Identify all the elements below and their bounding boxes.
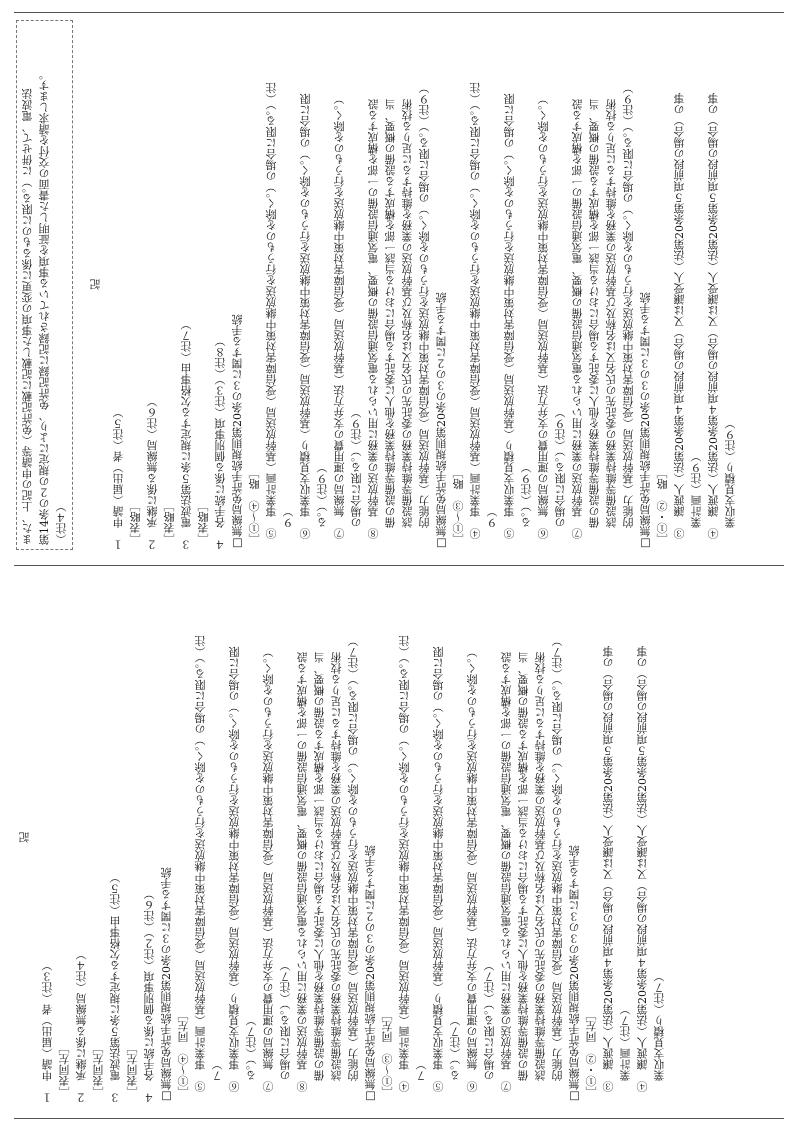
document-line: ⑥ 事業収支見積り（基幹放送局（受信障害対策中継放送を行うものを除く。）の場合に限 (299, 93, 312, 550)
document-line: ［①～③ 同左］ (381, 1009, 394, 1103)
document-line: ⑥ 事業収支見積り（基幹放送局（受信障害対策中継放送を行うものを除く。）の場合に限 (228, 646, 241, 1103)
document-line: ⑥ 無線局の運用費の支弁方法（基幹放送局（受信障害対策中継放送を行うものを除く。） (537, 93, 550, 550)
current-text-column (16, 573, 668, 1103)
document-line: 該設備等維持業務の委託先の氏名又は名称及び基幹放送の業務を維持するに足りる技術 (534, 652, 547, 1103)
document-line: ４ 各手続に係る個別事項（注３）（注８） (214, 335, 227, 550)
document-line: ［表略］ (163, 500, 176, 550)
revised-text-column (16, 20, 739, 550)
document-line: ⑦ 無線局の運用費の支弁方法（基幹放送局（受信障害対策中継放送を行うものを除く。） (262, 646, 275, 1103)
document-line: ⑦ 基幹放送の業務に用いられる電気通信設備の概要、電気通信設備の一部を構成する設 (571, 99, 584, 550)
preface-line: 第14条の２の規定により、免許記録に記録されている事項を証明した書面の交付を請求します。 (38, 69, 51, 545)
document-line: 該設備等維持業務の委託先の氏名又は名称及び基幹放送の業務を維持するに足りる技術 (330, 652, 343, 1103)
document-line: ［表同左］ (58, 1042, 71, 1103)
document-line: る。）（注７） (245, 1015, 258, 1103)
document-line: □無線局免許手続規則第20条の３に関する手続 (231, 314, 244, 550)
document-line: ［表略］ (129, 500, 142, 550)
document-line: の場合に限る。）（注７） (279, 960, 292, 1103)
document-line: ９） (486, 506, 499, 550)
document-line: 業計画（注７） (619, 1004, 632, 1103)
top-rule (14, 12, 784, 13)
document-line: ７） (415, 1059, 428, 1103)
document-line: ３ 電波法第５条に規定する欠格事由（注７） (180, 319, 193, 550)
document-line: 備の設備等維持業務を他人に委託する場合における当該一部を構成する設備の概要、当 (588, 99, 601, 550)
document-line: る。）（注９） (316, 462, 329, 550)
document-line: の場合に限る。）（注７） (483, 960, 496, 1103)
document-line: ④ 事業計画（基幹放送局（受信障害対策中継放送を行うものを除く。）の場合に限る。）（注 (469, 82, 482, 550)
document-line: ⑤ 事業収支見積り（基幹放送局（受信障害対策中継放送を行うものを除く。）の場合に限 (432, 646, 445, 1103)
document-line: 該設備等維持業務の委託先の氏名又は名称及び基幹放送の業務を維持するに足りる技術 (605, 99, 618, 550)
document-line: １ 申請（届出）者（注５） (112, 407, 125, 550)
middle-rule (14, 565, 784, 566)
document-line: ④ 譲渡人（法第20条第４項前段の場合）又は譲受人（法第20条第５項前段の場合）の事 (707, 93, 720, 550)
document-line: ［表同左］ (92, 1042, 105, 1103)
document-line: ［表同左］ (126, 1042, 139, 1103)
document-line: □無線局免許手続規則第20条の３に関する手続 (160, 867, 173, 1103)
document-line: ⑦ 無線局の運用費の支弁方法（基幹放送局（受信障害対策中継放送を行うものを除く。） (333, 93, 346, 550)
ki-heading: 記 (89, 279, 102, 291)
document-line: ⑥ 無線局の運用費の支弁方法（基幹放送局（受信障害対策中継放送を行うものを除く。） (466, 646, 479, 1103)
document-line: ４ 各手続に係る個別事項（注２）（注６） (143, 888, 156, 1103)
document-line: 備の設備等維持業務を他人に委託する場合における当該一部を構成する設備の概要、当 (384, 99, 397, 550)
document-line: 業収支見積り（注９） (724, 418, 737, 550)
document-line: の場合に限る。）（注９） (554, 407, 567, 550)
document-line: ［表略］ (197, 500, 210, 550)
document-line: ［①～③ 略］ (452, 467, 465, 550)
preface-box (16, 20, 73, 550)
document-line: ⑧ 基幹放送の業務に用いられる電気通信設備の概要、電気通信設備の一部を構成する設 (367, 99, 380, 550)
ki-heading: 記 (18, 832, 31, 844)
document-line: ［①～④ 同左］ (177, 1009, 190, 1103)
document-line: ⑦ 基幹放送の業務に用いられる電気通信設備の概要、電気通信設備の一部を構成する設 (500, 652, 513, 1103)
revised-text-pane (16, 20, 782, 558)
document-line: □無線局免許手続規則第20条の３の３に関する手続 (639, 292, 652, 550)
document-line: □無線局免許手続規則第20条の３の３に関する手続 (568, 845, 581, 1103)
document-line: る。）（注７） (449, 1015, 462, 1103)
document-line: ④ 譲渡人（法第20条第４項前段の場合）又は譲受人（法第20条第５項前段の場合）の事 (636, 646, 649, 1103)
bottom-rule (14, 1118, 784, 1119)
document-line: □無線局免許手続規則第20条の３の２に関する手続 (435, 292, 448, 550)
document-line: ⑧ 基幹放送の業務に用いられる電気通信設備の概要、電気通信設備の一部を構成する設 (296, 652, 309, 1103)
document-line: 備の設備等維持業務を他人に委託する場合における当該一部を構成する設備の概要、当 (517, 652, 530, 1103)
document-line: 的能力（基幹放送局（受信障害対策中継放送を行うものを除く。）の場合に限る。）（注９） (622, 82, 635, 550)
document-line: 的能力（基幹放送局（受信障害対策中継放送を行うものを除く。）の場合に限る。）（注９） (418, 82, 431, 550)
document-line: ⑤ 事業収支見積り（基幹放送局（受信障害対策中継放送を行うものを除く。）の場合に限 (503, 93, 516, 550)
document-line: ２ 承継に係る無線局（注４） (75, 949, 88, 1103)
document-line: □無線局免許手続規則第20条の３の２に関する手続 (364, 845, 377, 1103)
document-line: ③ 譲渡人（法第20条第４項前段の場合）又は譲受人（法第20条第５項前段の場合）の事 (673, 93, 686, 550)
preface-line: また、上記の申請等（免許記載に記載した事項の変更に係るものに限る。）に併せて、電波法 (21, 88, 34, 545)
document-line: 的能力（基幹放送局（受信障害対策中継放送を行うものを除く。）の場合に限る。）（注７） (347, 635, 360, 1103)
document-line: 備の設備等維持業務を他人に委託する場合における当該一部を構成する設備の概要、当 (313, 652, 326, 1103)
document-line: ３ 電波法第５条に規定する欠格事由（注５） (109, 872, 122, 1103)
document-line: 該設備等維持業務の委託先の氏名又は名称及び基幹放送の業務を維持するに足りる技術 (401, 99, 414, 550)
document-line: ２ 承継に係る無線局（注６） (146, 396, 159, 550)
current-text-pane (16, 573, 782, 1111)
document-line: 的能力（基幹放送局（受信障害対策中継放送を行うものを除く。）の場合に限る。）（注７） (551, 635, 564, 1103)
document-line: ７） (211, 1059, 224, 1103)
document-line: ⑤ 事業計画（基幹放送局（受信障害対策中継放送を行うものを除く。）の場合に限る。）（注 (194, 635, 207, 1103)
document-line: ［①・② 略］ (656, 467, 669, 550)
document-line: る。）（注９） (520, 462, 533, 550)
preface-line: （注４） (55, 501, 68, 545)
document-line: ③ 譲渡人（法第20条第４項前段の場合）又は譲受人（法第20条第５項前段の場合）の事 (602, 646, 615, 1103)
document-line: 業計画（注９） (690, 451, 703, 550)
document-line: ④ 事業計画（基幹放送局（受信障害対策中継放送を行うものを除く。）の場合に限る。）（注 (398, 635, 411, 1103)
document-line: の場合に限る。）（注９） (350, 407, 363, 550)
document-line: ⑤ 事業計画（基幹放送局（受信障害対策中継放送を行うものを除く。）の場合に限る。）（注 (265, 82, 278, 550)
document-line: ［①・② 同左］ (585, 1009, 598, 1103)
document-line: ［①～④ 略］ (248, 467, 261, 550)
document-line: ９） (282, 506, 295, 550)
document-line: 業収支見積り（注７） (653, 971, 666, 1103)
document-line: １ 申請（届出）者（注３） (41, 960, 54, 1103)
